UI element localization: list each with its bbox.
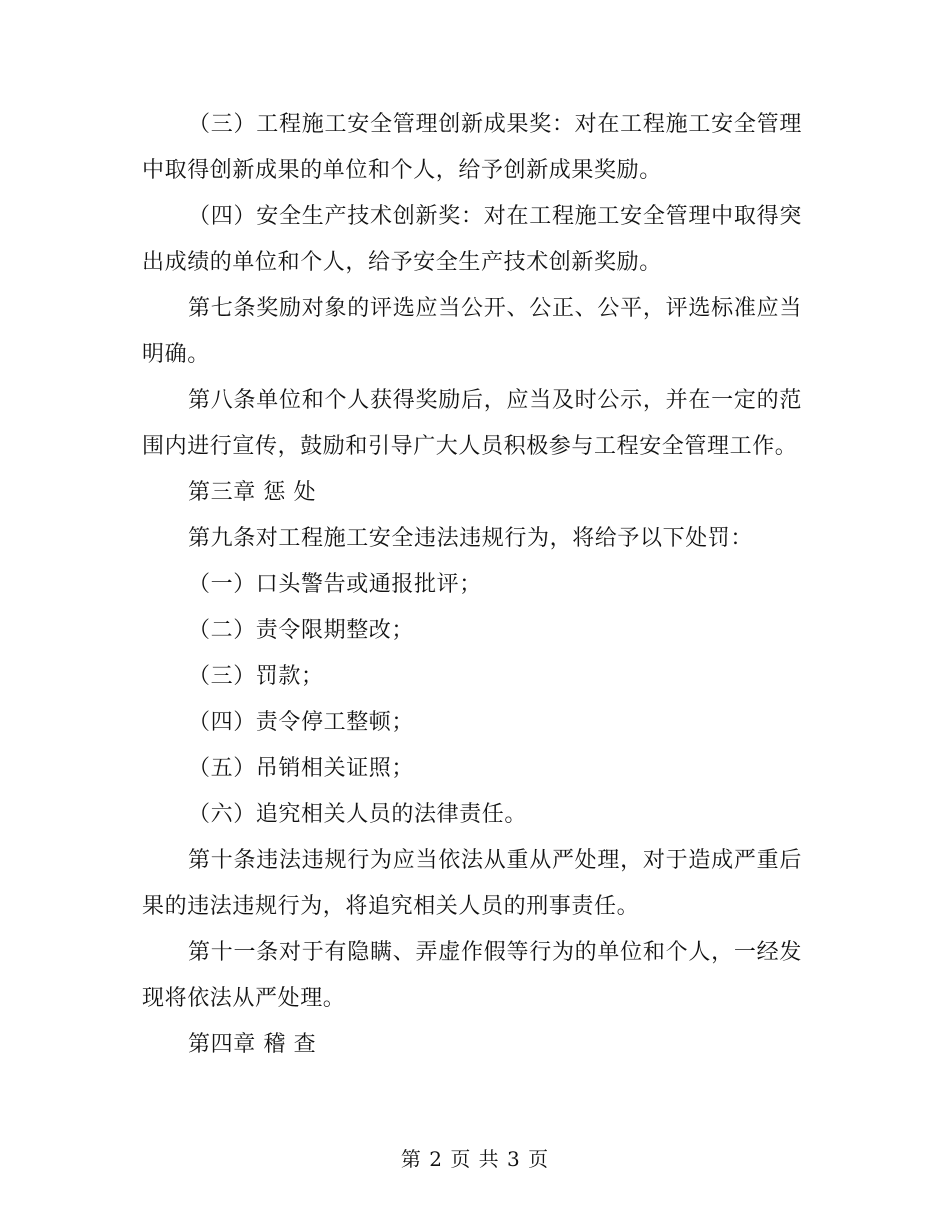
paragraph-article-10: 第十条违法违规行为应当依法从重从严处理，对于造成严重后果的违法违规行为，将追究相关人员的刑事责任。	[142, 848, 802, 919]
document-body	[142, 102, 802, 1068]
paragraph-award-technology: （四）安全生产技术创新奖：对在工程施工安全管理中取得突出成绩的单位和个人，给予安全生产技术创新奖励。	[142, 204, 802, 275]
page-number-footer: 第 2 页 共 3 页	[400, 1147, 550, 1171]
list-item-penalty-4: （四）责令停工整顿；	[188, 710, 415, 735]
list-item-penalty-2: （二）责令限期整改；	[188, 618, 415, 643]
paragraph-article-9: 第九条对工程施工安全违法违规行为，将给予以下处罚：	[188, 526, 754, 551]
paragraph-article-8: 第八条单位和个人获得奖励后，应当及时公示，并在一定的范围内进行宣传，鼓励和引导广大人员积极参与工程安全管理工作。	[142, 388, 802, 459]
chapter-heading-inspection: 第四章 稽 查	[188, 1032, 317, 1057]
list-item-penalty-5: （五）吊销相关证照；	[188, 756, 415, 781]
paragraph-article-7: 第七条奖励对象的评选应当公开、公正、公平，评选标准应当明确。	[142, 296, 802, 367]
paragraph-award-innovation: （三）工程施工安全管理创新成果奖：对在工程施工安全管理中取得创新成果的单位和个人，给予创新成果奖励。	[142, 112, 802, 183]
chapter-heading-punishment: 第三章 惩 处	[188, 480, 317, 505]
paragraph-article-11: 第十一条对于有隐瞒、弄虚作假等行为的单位和个人，一经发现将依法从严处理。	[142, 940, 802, 1011]
list-item-penalty-3: （三）罚款；	[188, 664, 324, 689]
list-item-penalty-1: （一）口头警告或通报批评；	[188, 572, 482, 597]
list-item-penalty-6: （六）追究相关人员的法律责任。	[188, 802, 528, 827]
